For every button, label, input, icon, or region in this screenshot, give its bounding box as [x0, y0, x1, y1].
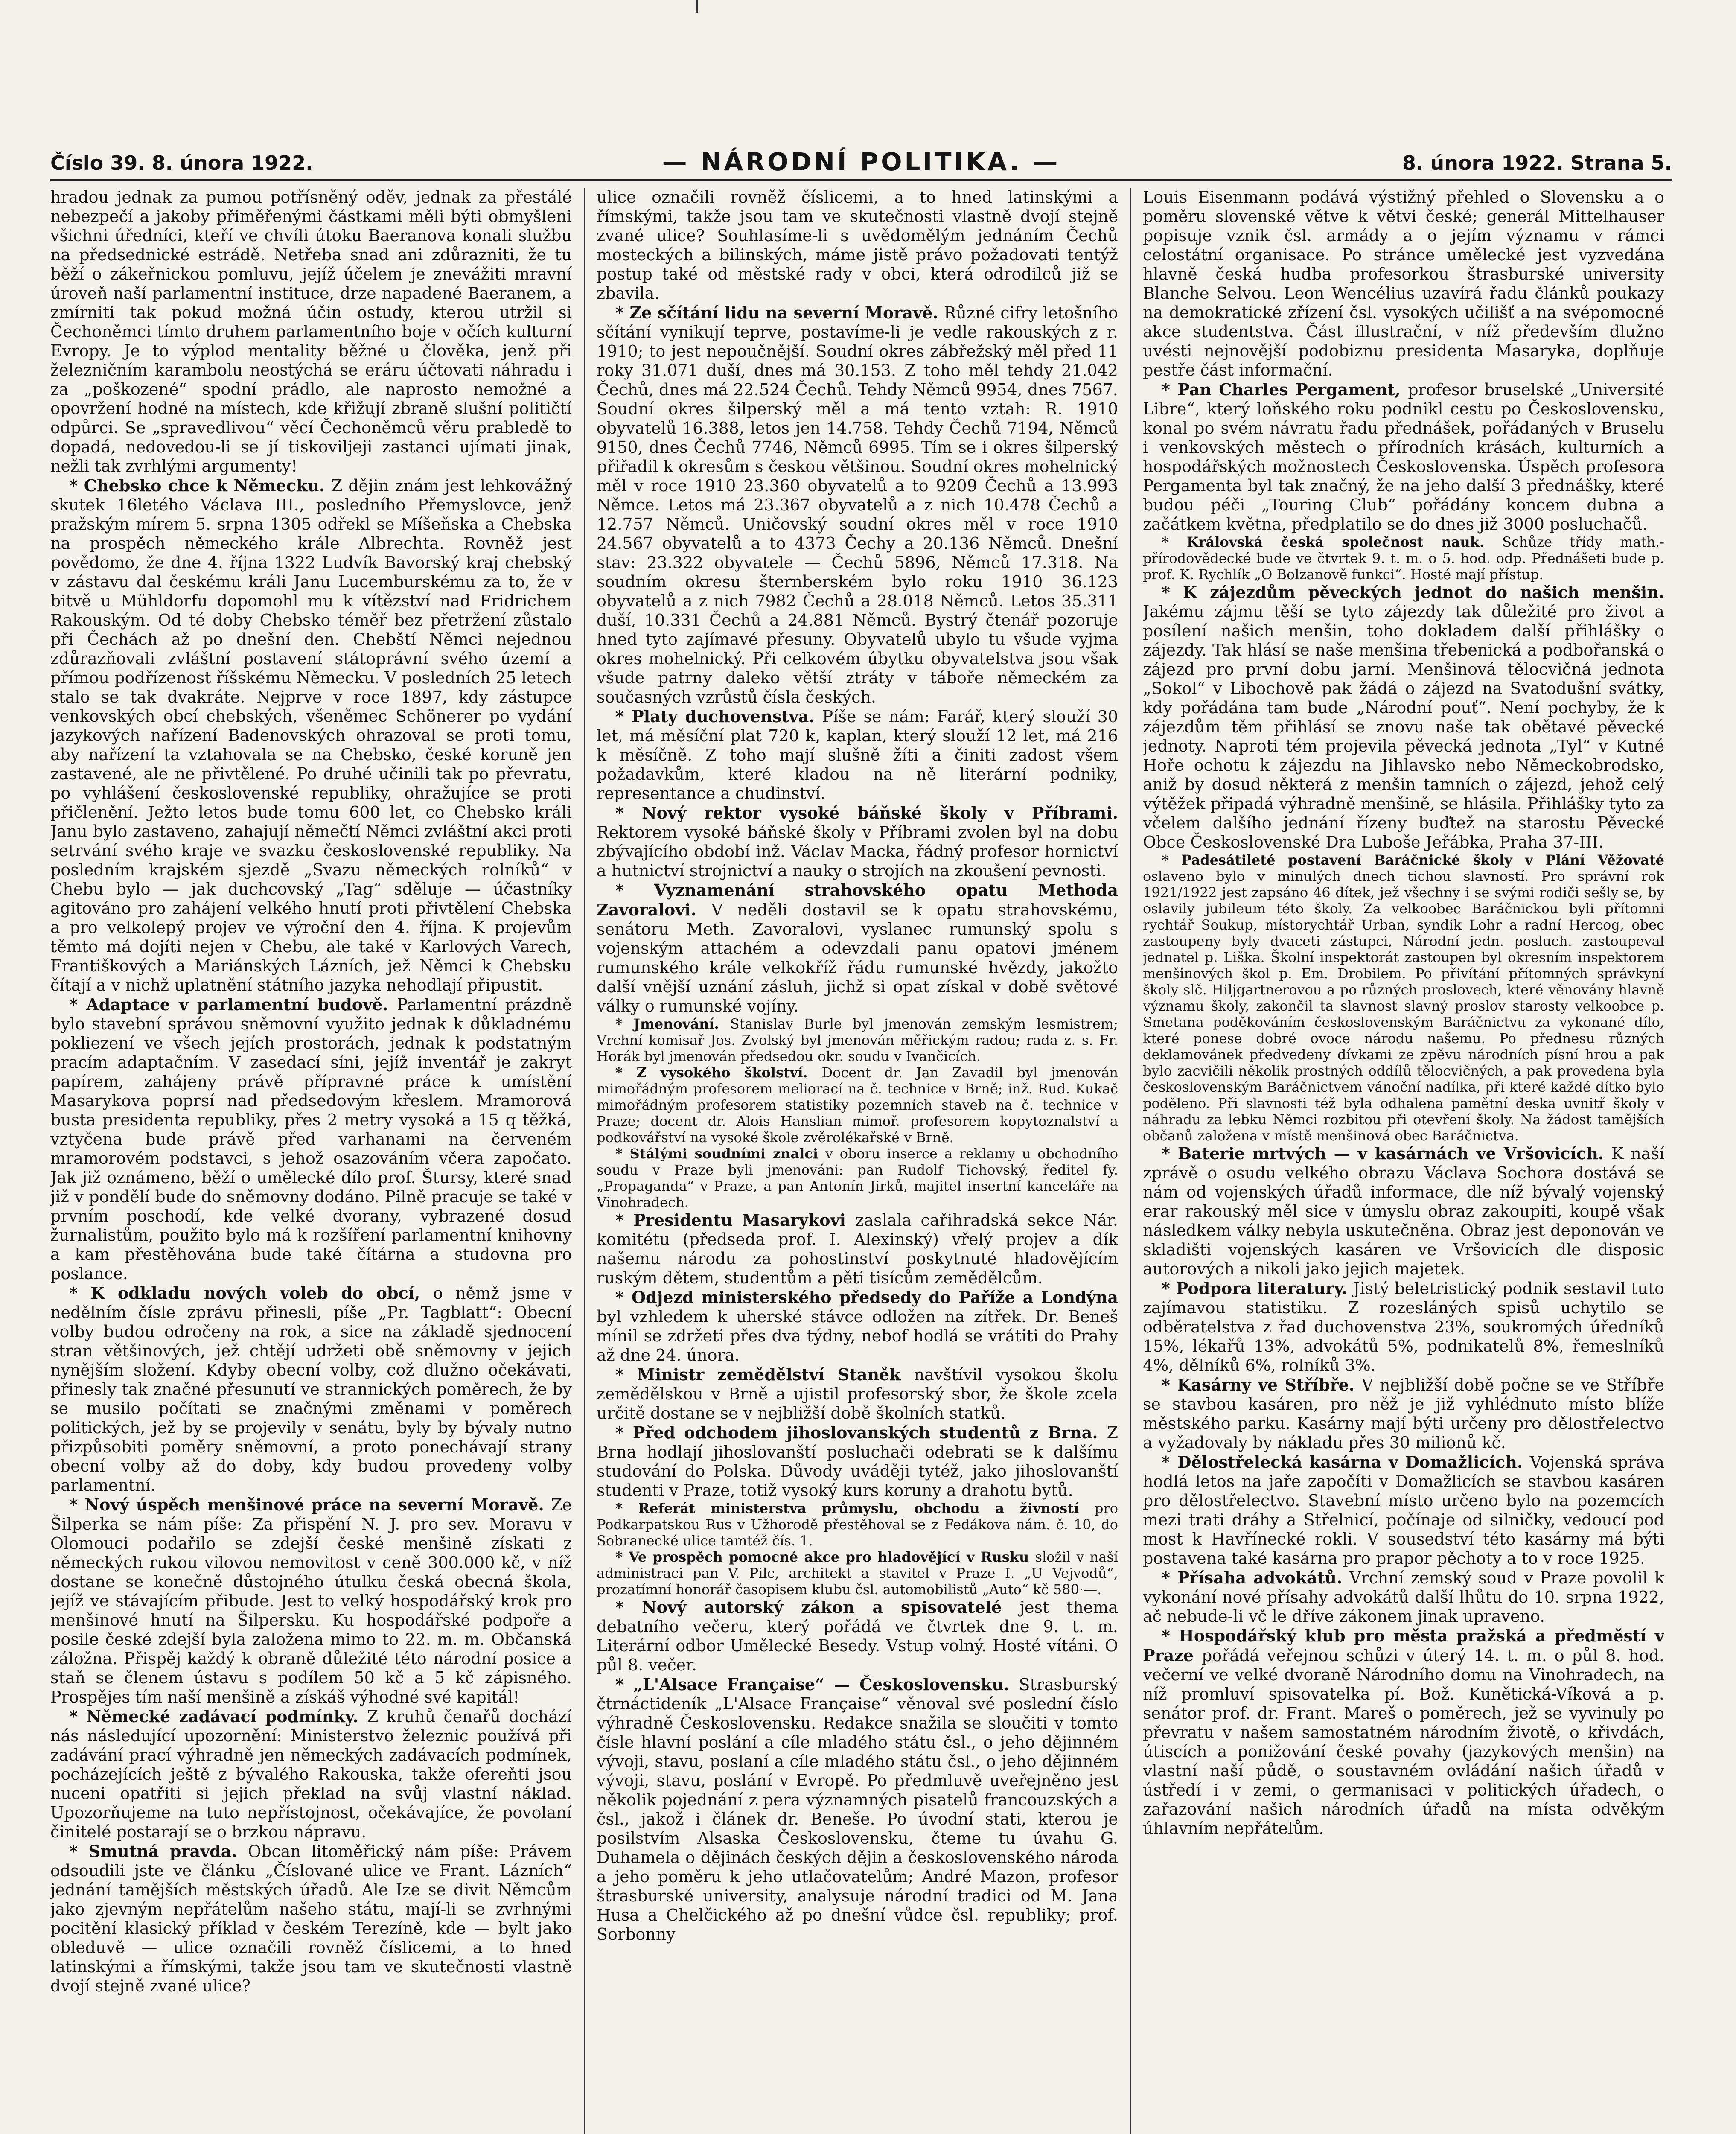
article-body: Píše se nám: Farář, který slouží 30 let, má měsíční plat 720 k, kaplan, který slouží 12 let, má 216 k měsíčně. Z toho mají slušně žíti a činiti zadost všem požadavkům, které kladou na ně literární podniky, representance a chudinství.: [597, 707, 1118, 803]
article-heading: * Smutná pravda.: [69, 1842, 248, 1861]
article-body: o němž jsme v nedělním čísle zprávu přinesli, píše „Pr. Tagblatt“: Obecní volby budou odročeny na rok, a sice na základě sjednocení stran většinových, jež chtějí udržeti obě sněmovny v jejich nynějším složení. Kdyby obecní volby, což dlužno očekávati, přinesly tak značné přesunutí ve strannických poměrech, že by se musilo počítati se značnými změnami v poměrech politických, jež by se projevily v senátu, byly by bývaly nutno přizpůsobiti poměry sněmovní, a proto ponechávají strany obecní volby až do doby, kdy budou provedeny volby parlamentní.: [50, 1284, 572, 1495]
article-paragraph: [597, 1146, 1118, 1210]
article-heading: * Presidentu Masarykovi: [615, 1210, 856, 1230]
article-heading: * Padesátileté postavení Baráčnické školy v Plání Věžovaté: [1162, 852, 1664, 868]
article-paragraph: [597, 803, 1118, 880]
article-paragraph: [50, 1283, 572, 1495]
article-paragraph: [1143, 188, 1664, 380]
page-header: [50, 147, 1672, 177]
article-paragraph: [1143, 380, 1664, 534]
article-body: Různé cifry letošního sčítání vynikují teprve, postavíme-li je vedle rakouských z r. 1910; to jest nepoučnější. Soudní okres zábřežský měl před 11 roky 31.071 duší, dnes má 30.153. Z toho měl tehdy 21.042 Čechů, dnes má 22.524 Čechů. Tehdy Němců 9954, dnes 7567. Soudní okres šilperský měl a má tento vztah: R. 1910 obyvatelů 16.388, letos jen 14.758. Tehdy Čechů 7194, Němců 9150, dnes Čechů 7746, Němců 6995. Tím se i okres šilperský přiřadil k okresům s českou většinou. Soudní okres mohelnický měl v roce 1910 23.360 obyvatelů a to 9209 Čechů a 13.993 Němce. Letos má 23.367 obyvatelů a z nich 10.478 Čechů a 12.757 Němců. Uničovský soudní okres měl v roce 1910 24.567 obyvatelů a to 4373 Čechy a 20.136 Němců. Dnešní stav: 23.322 obyvatele — Čechů 5896, Němců 17.318. Na soudním okresu šternberském bylo roku 1910 36.123 obyvatelů a z nich 7982 Čechů a 28.018 Němců. Letos 35.311 duší, 10.331 Čechů a 24.881 Němců. Bystrý čtenář pozoruje hned tyto zajímavé přesuny. Obyvatelů ubylo tu všude vyjma okres mohelnický. Při celkovém úbytku obyvatelstva jsou však všude patrny daleko větší ztráty v táboře německém za současných vzrůstů čísla českých.: [597, 303, 1118, 706]
article-heading: * Adaptace v parlamentní budově.: [69, 995, 397, 1014]
article-paragraph: [1143, 583, 1664, 852]
article-paragraph: [597, 1210, 1118, 1288]
article-heading: * Stálými soudními znalci: [615, 1146, 825, 1162]
article-heading: * „L'Alsace Française“ — Československu.: [615, 1675, 1019, 1694]
article-paragraph: [597, 880, 1118, 1016]
article-heading: * Dělostřelecká kasárna v Domažlicích.: [1162, 1452, 1530, 1472]
article-body: K naší zprávě o osudu velkého obrazu Václava Sochora dostává se nám od vojenských úřadů informace, dle níž bývalý vojenský erar rakouský měl sice v úmyslu obraz zakoupiti, koupě však následkem války nebyla uskutečněna. Obraz jest deponován ve skladišti vojenských kasáren ve Vršovicích dle disposic autorových a nikoli jako jejich majetek.: [1143, 1144, 1664, 1278]
article-body: Z kruhů čenařů dochází nás následující upozornění: Ministerstvo železnic používá při zadávání prací výhradně jen německých zadávacích podmínek, pocházejících ještě z bývalého Rakouska, takže ofereňti jsou nuceni opatřiti si jejich překlad na svůj vlastní náklad. Upozorňujeme na tuto nepřístojnost, očekávajíce, že povolaní činitelé postarají se o brzkou nápravu.: [50, 1707, 572, 1841]
article-body: Schůze třídy math.-přírodovědecké bude ve čtvrtek 9. t. m. o 5. hod. odp. Přednášeti bude p. prof. K. Rychlík „O Bolzanově funkci“. Hosté mají přístup.: [1143, 534, 1664, 583]
article-body: zaslala cařihradská sekce Nár. komitétu (předseda prof. I. Alexinský) vřelý projev a dík našemu národu za pohostinství poskytnuté hladovějícím ruským dětem, studentům a pěti tisícům zemědělcům.: [597, 1211, 1118, 1287]
article-heading: * Nový úspěch menšinové práce na severní Moravě.: [69, 1495, 551, 1514]
article-heading: * Přísaha advokátů.: [1162, 1568, 1350, 1587]
article-paragraph: [1143, 1375, 1664, 1452]
article-body: pořádá veřejnou schůzi v úterý 14. t. m. o půl 8. hod. večerní ve velké dvoraně Národního domu na Vinohradech, na níž promluví spisovatelka pí. Bož. Kunětická-Víková a p. senátor prof. dr. Frant. Mareš o poměrech, jež se vyvinuly po převratu v našem samostatném národním životě, o křivdách, útiscích a ponižování české povahy (jazykových menšin) na vlastní naší půdě, o soustavném ovládání našich úřadů v ústředí i v zemi, o germanisaci v politických úřadech, o zařazování našich národních úřadů na místa odvěkým úhlavním nepřátelům.: [1143, 1646, 1664, 1838]
article-paragraph: [1143, 852, 1664, 1144]
article-paragraph: [597, 1500, 1118, 1549]
article-heading: * Nový rektor vysoké báňské školy v Příbrami.: [615, 803, 1118, 822]
article-body: složil v naší administraci pan V. Pilc, architekt a stavitel v Praze I. „U Vejvodů“, prozatímní honorář časopisem klubu čsl. automobilistů „Auto“ kč 580·—.: [597, 1549, 1118, 1598]
article-body: Louis Eisenmann podává výstižný přehled o Slovensku a o poměru slovenské větve k větvi české; generál Mittelhauser popisuje vznik čsl. armády a o jejím významu v rámci celostátní organisace. Po stránce umělecké jest vyzvedána hlavně česká hudba profesorkou štrasburské university Blanche Selvou. Leon Wencélius uzavírá řadu článků poukazy na demokratické zřízení čsl. vysokých učilišť a na svépomocné akce studentstva. Část illustrační, v níž především dlužno uvésti nejnovější podobiznu presidenta Masaryka, doplňuje pestře část informační.: [1143, 188, 1664, 379]
article-paragraph: [50, 188, 572, 476]
article-paragraph: [597, 1423, 1118, 1500]
article-paragraph: [50, 1707, 572, 1842]
article-body: Stanislav Burle byl jmenován zemským lesmistrem; Vrchní komisař Jos. Zvolský byl jmenován měřickým radou; rada z. s. Fr. Horák byl jmenován předsedou okr. soudu v Ivančicích.: [597, 1016, 1118, 1064]
article-paragraph: [597, 1598, 1118, 1675]
article-heading: * Ze sčítání lidu na severní Moravě.: [615, 303, 944, 322]
article-heading: * Baterie mrtvých — v kasárnách ve Vršovicích.: [1162, 1144, 1612, 1163]
article-body: profesor bruselské „Université Libre“, který loňského roku podnikl cestu po Československu, konal po svém návratu řadu přednášek, pořádaných v Bruselu i venkovských městech o přírodních krásách, kulturních a hospodářských možnostech Československa. Úspěch profesora Pergamenta byl tak značný, že na jeho další 3 přednášky, které budou péči „Touring Club“ pořádány koncem dubna a začátkem května, předplatilo se do dnes již 3000 posluchačů.: [1143, 380, 1664, 534]
article-heading: * K zájezdům pěveckých jednot do našich menšin.: [1162, 583, 1664, 602]
article-heading: * Chebsko chce k Německu.: [69, 476, 332, 495]
issue-number-date: Číslo 39. 8. února 1922.: [50, 152, 313, 175]
masthead-title: — NÁRODNÍ POLITIKA. —: [662, 147, 1060, 176]
article-body: oslaveno bylo v minulých dnech tichou slavností. Pro správní rok 1921/1922 jest zapsáno 46 dítek, jež všechny i se svými rodiči sešly se, by oslavily jubileum této školy. Za velkoobec Baráčnickou byli přítomni rychtář Soukup, místorychtář Urban, syndik Lohr a radní Hercog, obec zastoupeny byly dvaceti zástupci, Národní jedn. posluch. zastoupeval jednatel p. Liška. Školní inspektorát zastoupen byl okresním inspektorem menšinových škol p. Em. Drobilem. Po přivítání přítomných správkyní školy slč. Hiljgartnerovou a po různých proslovech, které věnovány hlavně významu školy, zakončil ta slavnost slavný proslov starosty velkoobce p. Smetana poděkováním československým Baráčnictvu za vykonané dílo, které ponese dobré ovoce národu našemu. Po přednesu různých deklamovánek předvedeny dívkami ze zpěvu národních písní hrou a pak bylo zacvičili několik prostných oddílů tělocvičných, a pak provedena byla československým Baráčnictvem vánoční nadílka, při které každé dítko bylo poděleno. Při slavnosti též byla odhalena pamětní deska uvnitř školy v náhradu za lebku Němci rozbitou při otevření školy. Na žádost tamějších občanů založena v místě menšinová obec Baráčnictva.: [1143, 868, 1664, 1144]
article-paragraph: [597, 1016, 1118, 1064]
article-body: Strasburský čtrnáctideník „L'Alsace Française“ věnoval své poslední číslo výhradně Československu. Redakce snažila se sloučiti v tomto čísle hlavní poslání a cíle mladého státu čsl., o jeho dějinném vývoji, stavu, poslaní a cíle mladého státu čsl., o jeho dějinném vývoji, stavu, poslání v Evropě. Po předmluvě uveřejněno jest několik pojednání z pera významných pisatelů francouzských a čsl., jakož i článek dr. Beneše. Po úvodní stati, kterou je posilstvím Alsaska Československu, čteme tu úvahu G. Duhamela o dějinách českých dějin a československého národa a jeho poměru k jeho utlačovatelům; André Mazon, profesor štrasburské university, analysuje národní tradici od M. Jana Husa a Chelčického až po dnešní vůdce čsl. republiky; prof. Sorbonny: [597, 1675, 1118, 1944]
date-page-number: 8. února 1922. Strana 5.: [1402, 152, 1672, 175]
article-heading: * Před odchodem jihoslovanských studentů z Brna.: [615, 1423, 1107, 1442]
article-heading: * Platy duchovenstva.: [615, 707, 822, 726]
article-heading: * Nový autorský zákon a spisovatelé: [615, 1598, 1020, 1617]
column-divider-1: [584, 188, 585, 2134]
article-body: Vrchní zemský soud v Praze povolil k vykonání nové přísahy advokátů další lhůtu do 10. srpna 1922, ač nebude-li vč le dříve zákonem jinak upraveno.: [1143, 1568, 1664, 1626]
article-heading: * Odjezd ministerského předsedy do Paříže a Londýna: [615, 1288, 1118, 1307]
article-paragraph: [597, 303, 1118, 707]
article-heading: * Hospodářský klub pro města pražská a předměstí v Praze: [1143, 1626, 1664, 1665]
article-body: v oboru inserce a reklamy u obchodního soudu v Praze byli jmenováni: pan Rudolf Tichovský, ředitel fy. „Propaganda“ v Praze, a pan Antonín Jirků, majitel insertní kanceláře na Vinohradech.: [597, 1146, 1118, 1210]
article-paragraph: [50, 1495, 572, 1707]
article-paragraph: [1143, 1144, 1664, 1279]
article-heading: * Jmenování.: [615, 1016, 730, 1032]
article-body: Vojenská správa hodlá letos na jaře započíti v Domažlicích se stavbou kasáren pro dělostřelectvo. Stavební místo určeno bylo na pozemcích mezi trati dráhy a Střelnicí, počínaje od silničky, vedoucí pod most k Havřínecké rokli. V sousedství této kasárny má býti postavena také kasárna pro prapor pěchoty a to v roce 1925.: [1143, 1453, 1664, 1568]
article-heading: * Kasárny ve Stříbře.: [1162, 1375, 1362, 1394]
article-body: byl vzhledem k uherské stávce odložen na zítřek. Dr. Beneš mínil se zdržeti přes dva týdny, nebof hodlá se vrátiti do Prahy až dne 24. února.: [597, 1307, 1118, 1364]
text-column-2: [597, 188, 1118, 2134]
article-body: hradou jednak za pumou potřísněný oděv, jednak za přestálé nebezpečí a jakoby přiměřenými částkami měli býti obmyšleni všichni úředníci, kteří ve chvíli útoku Baeranova konali službu na předsednické estrádě. Netřeba snad ani zdůrazniti, že tu běží o zákeřnickou pomluvu, jejíž účelem je znevážiti mravní úroveň naší parlamentní instituce, drze napadené Baeranem, a zmírniti tak pokud možná účin ostudy, kterou utržil si Čechoněmci tímto druhem parlamentního boje v očích kulturní Evropy. Je to výplod mentality běžné u člověka, jenž při železničním karambolu neostýchá se eráru účtovati náhradu i za „poškozené“ spodní prádlo, ale naprosto nemožné a opovržení hodné na místech, kde křižují zbraně slušní političtí odpůrci. Se „spravedlivou“ věcí Čechoněmců věru prabledě to dopadá, nedovedou-li se jí tiskoviljeji zastanci ujímati jinak, nežli tak zvrhlými argumenty!: [50, 188, 572, 475]
article-heading: * Referát ministerstva průmyslu, obchodu a živností: [615, 1500, 1095, 1516]
article-body: ulice označili rovněž číslicemi, a to hned latinskými a římskými, takže jsou tam ve skutečnosti vlastně dvojí stejně zvané ulice? Souhlasíme-li s uvědomělým jednáním Čechů mosteckých a bilinských, máme jistě právo požadovati tentýž postup také od městské rady v obci, která odrodilců již se zbavila.: [597, 188, 1118, 303]
article-body: jest thema debatního večeru, který pořádá ve čtvrtek dne 9. t. m. Literární odbor Umělecké Besedy. Vstup volný. Hosté vítáni. O půl 8. večer.: [597, 1598, 1118, 1674]
article-paragraph: [1143, 1626, 1664, 1838]
article-body: navštívil vysokou školu zemědělskou v Brně a ujistil profesorský sbor, že škole zcela určitě dostane se v nejbližší době školních statků.: [597, 1365, 1118, 1423]
article-paragraph: [597, 1549, 1118, 1598]
article-heading: * Pan Charles Pergament,: [1162, 380, 1408, 399]
article-heading: * Podpora literatury.: [1162, 1279, 1354, 1298]
article-body: Z dějin znám jest lehkovážný skutek 16letého Václava III., posledního Přemyslovce, jenž pražským mírem 5. srpna 1305 odřekl se Míšeňska a Chebska na prospěch německého krále Albrechta. Rovněž jest povědomo, že dne 4. října 1322 Ludvík Bavorský kraj chebský v zástavu dal českému králi Janu Lucemburskému za to, že v bitvě u Mühldorfu dopomohl mu k vítězství nad Fridrichem Rakouským. Od té doby Chebsko téměř bez přetržení zůstalo při Čechách až po dnešní den. Chebští Němci nejednou zdůrazňovali zvláštní postavení státoprávní svého území a přímou podřízenost říšskému Německu. V posledních 25 letech stalo se tak dvakráte. Nejprve v roce 1897, kdy zástupce venkovských obcí chebských, všeněmec Schönerer po vydání jazykových nařízení Badenovských ohrazoval se proti tomu, aby nařízení ta vztahovala se na Chebsko, české koruně jen zastavené, ale ne přivtělené. Po druhé učinili tak po převratu, po vyhlášení československé republiky, ohražujíce se proti přičlenění. Ježto letos bude tomu 600 let, co Chebsko králi Janu bylo zastaveno, zahajují němečtí Němci zvláštní akci proti setrvání svého kraje ve svazku československé republiky. Na posledním krajském sjezdě „Svazu německých rolníků“ v Chebu bylo — jak duchcovský „Tag“ sděluje — účastníky agitováno pro zahájení velkého hnutí proti přivtělení Chebska a pro velkolepý projev ve výroční den 4. října. K projevům těmto má dojíti nejen v Chebu, ale také v Karlových Varech, Františkových a Mariánských Lázních, jež Němci k Chebsku čítají a v nichž uplatnění státního jazyka nehodlají připustit.: [50, 476, 572, 994]
article-heading: * Z vysokého školství.: [615, 1064, 822, 1081]
article-body: Jistý beletristický podnik sestavil tuto zajímavou statistiku. Z rozesláných spisů uchytilo se odběratelstva z řad duchovenstva 23%, soukromých úředníků 15%, lékařů 13%, advokátů 5%, podnikatelů 8%, řemeslníků 4%, dělníků 6%, rolníků 3%.: [1143, 1279, 1664, 1375]
article-body: Rektorem vysoké báňské školy v Příbrami zvolen byl na dobu zbývajícího období inž. Václav Macka, řádný profesor hornictví a hutnictví strojnictví a nauky o strojích na zkoušení pevnosti.: [597, 823, 1118, 880]
article-paragraph: [1143, 1452, 1664, 1568]
text-column-1: [50, 188, 572, 2134]
article-body: Ze Šilperka se nám píše: Za přispění N. J. pro sev. Moravu v Olomouci podařilo se zdejší české menšině získati z německých rukou vilovou nemovitost v ceně 300.000 kč, v níž dostane se konečně důstojného útulku česká obecná škola, jejíž ve stávajícím přibude. Jest to velký hospodářský krok pro menšinové hnutí na Šilpersku. Ku hospodářské podpoře a posile české zdejší byla založena mimo to 22. m. m. Občanská záložna. Přispěj každý k obraně důležité této národní posice a staň se členem ústavu s podílem 50 kč a 5 kč zápisného. Prospějes tím naší menšině a získáš výhodné své kapitál!: [50, 1496, 572, 1706]
article-body: Z Brna hodlají jihoslovanští posluchači odebrati se k dalšímu studování do Polska. Důvody uváději tytéž, jako jihoslovanští studenti v Praze, totiž vysoký kurs koruny a drahotu bytů.: [597, 1423, 1118, 1500]
article-heading: * Ministr zemědělství Staněk: [615, 1365, 914, 1384]
article-paragraph: [1143, 1279, 1664, 1375]
article-paragraph: [597, 1288, 1118, 1365]
column-divider-2: [1130, 188, 1131, 2134]
article-heading: * Vyznamenání strahovského opatu Methoda Zavoralovi.: [597, 880, 1118, 919]
article-body: V neděli dostavil se k opatu strahovskému, senátoru Meth. Zavoralovi, vyslanec rumunský spolu s vojenským attachém a odevzdali panu opatovi jménem rumunského krále velkokříž řádu rumunské hvězdy, jakožto další vnější uznání zásluh, jichž si opat získal v době světové války o rumunské vojíny.: [597, 901, 1118, 1015]
article-paragraph: [597, 1365, 1118, 1423]
article-heading: * K odkladu nových voleb do obcí,: [69, 1283, 433, 1303]
article-heading: * Královská česká společnost nauk.: [1162, 534, 1503, 550]
article-body: Docent dr. Jan Zavadil byl jmenován mimořádným profesorem meliorací na č. technice v Brně; inž. Rud. Kukač mimořádným profesorem statistiky pozemních staveb na č. technice v Praze; docent dr. Alois Hanslian mimoř. profesorem kopytoznalství a podkovářství na vysoké škole zvěrolékařské v Brně.: [597, 1064, 1118, 1146]
article-body: Parlamentní prázdně bylo stavební správou sněmovní využito jednak k důkladnému pokliezení ve všech jejích prostorách, jednak k podstatným pracím adaptačním. V zasedací síni, jejíž inventář je zakryt papírem, zahájeny právě přípravné práce k umístění Masarykova poprsí nad předsedovým křeslem. Mramorová busta presidenta republiky, přes 2 metry vysoká a 15 q těžká, vztyčena bude právě před varhanami na červeném mramorovém podstavci, s jehož osazováním včera započato. Jak již oznámeno, běží o umělecké dílo prof. Štursy, které snad již v pondělí bude do sněmovny dodáno. Pilně pracuje se také v prvním poschodí, kde velké dvorany, vybrazené dosud žurnalistům, použito bylo má k rozšíření parlamentní knihovny a kam přestěhována bude také čítárna a studovna pro poslance.: [50, 995, 572, 1283]
text-column-3: [1143, 188, 1664, 2134]
article-paragraph: [597, 1064, 1118, 1146]
header-rule: [50, 179, 1672, 181]
article-paragraph: [597, 188, 1118, 303]
article-body: Jakému zájmu těší se tyto zájezdy tak důležité pro život a posílení našich menšin, toho dokladem další přihlášky o zájezdy. Tak hlásí se naše menšina třebenická a podbořanská o zájezd pro první dobu jarní. Menšinová tělocvičná jednota „Sokol“ v Libochově pak žádá o zájezd na Svatodušní svátky, kdy pořádána tam bude „Národní pouť“. Není pochyby, že k zájezdům těm přihlásí se znovu naše tak obětavé pěvecké jednoty. Naproti tém projevila pěvecká jednota „Tyl“ v Kutné Hoře ochotu k zájezdu na Jihlavsko nebo Německobrodsko, aniž by dosud některá z menšin tamních o zájezd, jehož celý výtěžek připadá výhradně menšině, se hlásila. Přihlášky tyto za včelem dalšího jednání řízeny buďtež na starostu Pěvecké Obce Československé Dra Luboše Jeřábka, Praha 37-III.: [1143, 602, 1664, 851]
article-paragraph: [1143, 534, 1664, 583]
scan-mark: [696, 0, 698, 13]
article-body: Obcan litoměřický nám píše: Právem odsoudili jste ve článku „Číslované ulice ve Frant. Lázních“ jednání tamějších městských úřadů. Ale Ize se divit Němcům jako zjevným nepřátelům našeho státu, mají-li se zvrhnými pocitění klasický příklad v českém Terezíně, kde — bylt jako obleduvě — ulice označili rovněž číslicemi, a to hned latinskými a římskými, takže jsou tam ve skutečnosti vlastně dvojí stejně zvané ulice?: [50, 1842, 572, 1995]
article-heading: * Ve prospěch pomocné akce pro hladovějící v Rusku: [615, 1549, 1035, 1565]
article-paragraph: [50, 476, 572, 995]
article-paragraph: [1143, 1568, 1664, 1626]
article-paragraph: [597, 1675, 1118, 1944]
article-paragraph: [50, 1842, 572, 1996]
article-body: V nejbližší době počne se ve Stříbře se stavbou kasáren, pro něž je již vyhlédnuto místo blíže městského parku. Kasárny mají býti určeny pro dělostřelectvo a vyžadovaly by nákladu přes 30 milionů kč.: [1143, 1376, 1664, 1452]
article-body: pro Podkarpatskou Rus v Užhorodě přestěhoval se z Fedákova nám. č. 10, do Sobranecké ulice tamtéž čís. 1.: [597, 1500, 1118, 1549]
article-paragraph: [50, 995, 572, 1283]
article-heading: * Německé zadávací podmínky.: [69, 1707, 367, 1726]
article-paragraph: [597, 707, 1118, 803]
